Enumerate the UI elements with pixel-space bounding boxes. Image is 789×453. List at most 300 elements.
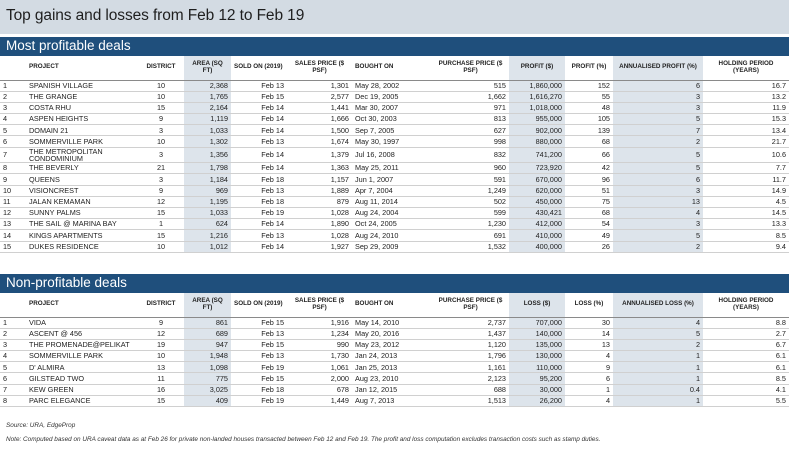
table-cell: 1,948 [184, 351, 231, 362]
table-cell: 6 [613, 80, 703, 91]
table-cell: Feb 19 [231, 362, 287, 373]
column-header: SOLD ON (2019) [231, 293, 287, 317]
table-cell: JALAN KEMAMAN [26, 196, 138, 207]
table-cell: 2,164 [184, 102, 231, 113]
table-cell: 1,662 [432, 91, 509, 102]
table-cell: Jan 25, 2013 [352, 362, 432, 373]
table-cell: KEW GREEN [26, 384, 138, 395]
table-cell: 3 [0, 102, 26, 113]
table-cell: 6 [0, 136, 26, 147]
column-header [0, 293, 26, 317]
table-cell: Feb 14 [231, 114, 287, 125]
table-cell: VISIONCREST [26, 185, 138, 196]
table-cell: 1,302 [184, 136, 231, 147]
table-cell: 139 [565, 125, 613, 136]
table-cell: 775 [184, 373, 231, 384]
table-cell: 412,000 [509, 219, 565, 230]
table-cell: 1,437 [432, 328, 509, 339]
table-cell: 861 [184, 317, 231, 328]
table-cell: 16.7 [703, 80, 789, 91]
table-cell: 400,000 [509, 241, 565, 252]
table-cell: 9 [0, 174, 26, 185]
table-cell: 14.9 [703, 185, 789, 196]
table-cell: 1,119 [184, 114, 231, 125]
table-cell: 105 [565, 114, 613, 125]
table-cell: SOMMERVILLE PARK [26, 136, 138, 147]
table-cell: 2,368 [184, 80, 231, 91]
column-header: AREA (SQ FT) [184, 293, 231, 317]
table-cell: 13.2 [703, 91, 789, 102]
table-cell: 68 [565, 207, 613, 218]
table-cell: 135,000 [509, 339, 565, 350]
table-cell: 1,033 [184, 207, 231, 218]
table-cell: 4 [565, 351, 613, 362]
table-cell: 1,449 [287, 395, 352, 406]
table-cell: 26,200 [509, 395, 565, 406]
table-cell: 7 [0, 384, 26, 395]
table-cell: 1,730 [287, 351, 352, 362]
table-cell: 5 [613, 147, 703, 163]
table-cell: May 14, 2010 [352, 317, 432, 328]
table-cell: 26 [565, 241, 613, 252]
table-cell: 1,666 [287, 114, 352, 125]
table-cell: 3 [613, 91, 703, 102]
table-cell: 998 [432, 136, 509, 147]
table-cell: 1,356 [184, 147, 231, 163]
table-row [0, 362, 789, 373]
table-cell: VIDA [26, 317, 138, 328]
table-cell: 9 [138, 317, 184, 328]
table-cell: 13 [565, 339, 613, 350]
table-cell: 13 [613, 196, 703, 207]
table-cell: 130,000 [509, 351, 565, 362]
column-header: SALES PRICE ($ PSF) [287, 56, 352, 80]
table-cell: 1,157 [287, 174, 352, 185]
table-cell: 2 [613, 339, 703, 350]
table-cell: 3,025 [184, 384, 231, 395]
table-cell: 7 [0, 147, 26, 163]
table-cell: 152 [565, 80, 613, 91]
table-cell: 13.3 [703, 219, 789, 230]
table-cell: 2 [0, 91, 26, 102]
table-cell: 3 [0, 339, 26, 350]
table-cell: 832 [432, 147, 509, 163]
table-cell: 723,920 [509, 163, 565, 174]
column-header: PROFIT (%) [565, 56, 613, 80]
table-cell: 1,234 [287, 328, 352, 339]
table-cell: 3 [613, 185, 703, 196]
nonprofitable-section-header [0, 274, 789, 293]
table-cell: 5 [613, 230, 703, 241]
table-cell: 6 [565, 373, 613, 384]
table-cell: Feb 13 [231, 80, 287, 91]
column-header: HOLDING PERIOD (YEARS) [703, 56, 789, 80]
table-cell: 16 [138, 384, 184, 395]
table-cell: 1,249 [432, 185, 509, 196]
table-cell: 1,195 [184, 196, 231, 207]
table-row [0, 163, 789, 174]
table-cell: Dec 19, 2005 [352, 91, 432, 102]
table-cell: 66 [565, 147, 613, 163]
table-cell: 450,000 [509, 196, 565, 207]
table-cell: Feb 13 [231, 185, 287, 196]
table-cell: Feb 19 [231, 207, 287, 218]
table-cell: Feb 15 [231, 91, 287, 102]
table-cell: Aug 7, 2013 [352, 395, 432, 406]
table-cell: ASCENT @ 456 [26, 328, 138, 339]
table-cell: Feb 13 [231, 328, 287, 339]
table-cell: 1,890 [287, 219, 352, 230]
table-cell: 1,532 [432, 241, 509, 252]
table-cell: DUKES RESIDENCE [26, 241, 138, 252]
table-cell: 110,000 [509, 362, 565, 373]
table-cell: 3 [138, 174, 184, 185]
table-cell: 10 [138, 351, 184, 362]
table-cell: THE GRANGE [26, 91, 138, 102]
table-cell: 1,379 [287, 147, 352, 163]
table-cell: 1,033 [184, 125, 231, 136]
table-cell: 6 [613, 174, 703, 185]
table-cell: 1,216 [184, 230, 231, 241]
table-cell: 1,230 [432, 219, 509, 230]
table-cell: 19 [138, 339, 184, 350]
table-cell: Jan 24, 2013 [352, 351, 432, 362]
table-row [0, 395, 789, 406]
table-cell: 1,028 [287, 230, 352, 241]
table-cell: ASPEN HEIGHTS [26, 114, 138, 125]
table-cell: 6.1 [703, 351, 789, 362]
column-header: AREA (SQ FT) [184, 56, 231, 80]
table-cell: 15 [138, 207, 184, 218]
table-cell: 741,200 [509, 147, 565, 163]
table-cell: 1,301 [287, 80, 352, 91]
table-cell: 1,860,000 [509, 80, 565, 91]
table-cell: 8 [0, 163, 26, 174]
table-row [0, 351, 789, 362]
table-cell: 42 [565, 163, 613, 174]
table-cell: Feb 13 [231, 136, 287, 147]
source-note: Source: URA, EdgeProp [6, 422, 76, 429]
table-cell: 1 [0, 317, 26, 328]
table-cell: DOMAIN 21 [26, 125, 138, 136]
table-cell: 75 [565, 196, 613, 207]
table-cell: 5 [0, 125, 26, 136]
table-cell: 1,161 [432, 362, 509, 373]
table-cell: 6.7 [703, 339, 789, 350]
nonprofitable-deals-table [0, 293, 789, 407]
table-row [0, 102, 789, 113]
table-cell: KINGS APARTMENTS [26, 230, 138, 241]
column-header: PURCHASE PRICE ($ PSF) [432, 56, 509, 80]
table-row [0, 147, 789, 163]
table-cell: Feb 13 [231, 230, 287, 241]
table-row [0, 125, 789, 136]
table-row [0, 91, 789, 102]
table-row [0, 174, 789, 185]
table-cell: 627 [432, 125, 509, 136]
table-cell: 678 [287, 384, 352, 395]
table-cell: 624 [184, 219, 231, 230]
table-cell: 9 [138, 185, 184, 196]
table-cell: THE PROMENADE@PELIKAT [26, 339, 138, 350]
table-cell: 4 [0, 114, 26, 125]
table-cell: 1,500 [287, 125, 352, 136]
table-cell: 1,765 [184, 91, 231, 102]
table-cell: 502 [432, 196, 509, 207]
table-row [0, 241, 789, 252]
table-cell: 1 [0, 80, 26, 91]
table-cell: 707,000 [509, 317, 565, 328]
table-cell: 6 [0, 373, 26, 384]
table-cell: 5 [0, 362, 26, 373]
table-cell: 813 [432, 114, 509, 125]
table-cell: 880,000 [509, 136, 565, 147]
table-cell: 1 [565, 384, 613, 395]
column-header: LOSS ($) [509, 293, 565, 317]
table-cell: 691 [432, 230, 509, 241]
table-cell: Feb 14 [231, 102, 287, 113]
column-header: DISTRICT [138, 293, 184, 317]
table-cell: 11.7 [703, 174, 789, 185]
table-cell: 13.4 [703, 125, 789, 136]
table-cell: Feb 14 [231, 163, 287, 174]
table-cell: 10 [138, 136, 184, 147]
table-cell: Feb 14 [231, 241, 287, 252]
table-row [0, 317, 789, 328]
table-cell: 21 [138, 163, 184, 174]
table-cell: 960 [432, 163, 509, 174]
table-cell: 1 [613, 362, 703, 373]
table-cell: May 23, 2012 [352, 339, 432, 350]
table-cell: Mar 30, 2007 [352, 102, 432, 113]
column-header: DISTRICT [138, 56, 184, 80]
table-cell: 48 [565, 102, 613, 113]
table-cell: 15 [138, 230, 184, 241]
table-cell: 140,000 [509, 328, 565, 339]
table-cell: Aug 23, 2010 [352, 373, 432, 384]
table-cell: 11 [138, 373, 184, 384]
table-cell: 902,000 [509, 125, 565, 136]
table-cell: 1,674 [287, 136, 352, 147]
table-cell: May 20, 2016 [352, 328, 432, 339]
table-cell: 11 [0, 196, 26, 207]
nonprofitable-section-title: Non-profitable deals [6, 275, 127, 290]
table-cell: 1,927 [287, 241, 352, 252]
table-cell: 1,513 [432, 395, 509, 406]
table-cell: 3 [613, 219, 703, 230]
table-cell: 5 [613, 114, 703, 125]
table-cell: 990 [287, 339, 352, 350]
table-cell: 2 [0, 328, 26, 339]
table-cell: Jan 12, 2015 [352, 384, 432, 395]
table-cell: 10.6 [703, 147, 789, 163]
table-cell: 1,889 [287, 185, 352, 196]
table-cell: 3 [138, 125, 184, 136]
table-cell: Feb 19 [231, 395, 287, 406]
table-cell: 15 [0, 241, 26, 252]
table-cell: 10 [138, 91, 184, 102]
table-cell: 95,200 [509, 373, 565, 384]
table-row [0, 328, 789, 339]
table-cell: 0.4 [613, 384, 703, 395]
profitable-section-title: Most profitable deals [6, 38, 131, 53]
profitable-section-header [0, 37, 789, 56]
table-cell: 947 [184, 339, 231, 350]
table-cell: 1,363 [287, 163, 352, 174]
table-cell: 1 [613, 373, 703, 384]
table-cell: Feb 18 [231, 384, 287, 395]
table-cell: 8.8 [703, 317, 789, 328]
table-cell: 1,061 [287, 362, 352, 373]
column-header [0, 56, 26, 80]
table-cell: 21.7 [703, 136, 789, 147]
table-cell: Sep 7, 2005 [352, 125, 432, 136]
table-cell: 1,098 [184, 362, 231, 373]
table-cell: 955,000 [509, 114, 565, 125]
table-cell: 1,028 [287, 207, 352, 218]
column-header: PROFIT ($) [509, 56, 565, 80]
table-cell: THE METROPOLITAN CONDOMINIUM [26, 147, 138, 163]
table-cell: 14 [0, 230, 26, 241]
table-cell: 1,441 [287, 102, 352, 113]
table-cell: 2,123 [432, 373, 509, 384]
table-cell: 49 [565, 230, 613, 241]
table-row [0, 373, 789, 384]
column-header: PROJECT [26, 293, 138, 317]
table-cell: 1,796 [432, 351, 509, 362]
table-cell: 4 [565, 395, 613, 406]
table-cell: 2 [613, 241, 703, 252]
table-row [0, 207, 789, 218]
table-row [0, 80, 789, 91]
column-header: ANNUALISED PROFIT (%) [613, 56, 703, 80]
table-cell: 68 [565, 136, 613, 147]
page-title: Top gains and losses from Feb 12 to Feb 19 [6, 7, 305, 24]
table-cell: COSTA RHU [26, 102, 138, 113]
table-cell: SOMMERVILLE PARK [26, 351, 138, 362]
table-cell: 9 [565, 362, 613, 373]
table-cell: 1,184 [184, 174, 231, 185]
table-cell: THE BEVERLY [26, 163, 138, 174]
table-cell: 5 [613, 328, 703, 339]
table-cell: 1 [613, 351, 703, 362]
column-header: ANNUALISED LOSS (%) [613, 293, 703, 317]
table-cell: 15 [138, 395, 184, 406]
column-header: HOLDING PERIOD (YEARS) [703, 293, 789, 317]
table-cell: 10 [0, 185, 26, 196]
table-cell: D' ALMIRA [26, 362, 138, 373]
table-cell: 8.5 [703, 373, 789, 384]
table-cell: 9 [138, 114, 184, 125]
table-cell: Feb 15 [231, 339, 287, 350]
table-row [0, 230, 789, 241]
table-cell: 30,000 [509, 384, 565, 395]
table-row [0, 196, 789, 207]
table-cell: Feb 18 [231, 174, 287, 185]
table-cell: 5 [613, 163, 703, 174]
table-cell: 2,000 [287, 373, 352, 384]
table-cell: 12 [138, 328, 184, 339]
table-row [0, 219, 789, 230]
table-cell: 3 [138, 147, 184, 163]
table-cell: 620,000 [509, 185, 565, 196]
profitable-deals-table [0, 56, 789, 253]
table-cell: Oct 30, 2003 [352, 114, 432, 125]
table-cell: Aug 11, 2014 [352, 196, 432, 207]
table-cell: THE SAIL @ MARINA BAY [26, 219, 138, 230]
table-cell: 54 [565, 219, 613, 230]
table-cell: 515 [432, 80, 509, 91]
table-cell: 430,421 [509, 207, 565, 218]
table-cell: Aug 24, 2010 [352, 230, 432, 241]
table-cell: 1,120 [432, 339, 509, 350]
table-cell: May 28, 2002 [352, 80, 432, 91]
table-cell: 10 [138, 80, 184, 91]
column-header: LOSS (%) [565, 293, 613, 317]
table-cell: 670,000 [509, 174, 565, 185]
table-cell: May 25, 2011 [352, 163, 432, 174]
table-cell: 4 [613, 207, 703, 218]
table-cell: 2,737 [432, 317, 509, 328]
table-cell: 7.7 [703, 163, 789, 174]
table-row [0, 384, 789, 395]
table-cell: 409 [184, 395, 231, 406]
table-cell: 14 [565, 328, 613, 339]
column-header: SALES PRICE ($ PSF) [287, 293, 352, 317]
table-cell: 12 [0, 207, 26, 218]
table-cell: GILSTEAD TWO [26, 373, 138, 384]
profitable-header-row [0, 56, 789, 80]
table-cell: 51 [565, 185, 613, 196]
table-cell: Feb 14 [231, 219, 287, 230]
table-cell: 2.7 [703, 328, 789, 339]
table-cell: QUEENS [26, 174, 138, 185]
table-cell: Feb 15 [231, 317, 287, 328]
table-cell: 14.5 [703, 207, 789, 218]
table-row [0, 114, 789, 125]
table-cell: 969 [184, 185, 231, 196]
table-cell: 2 [613, 136, 703, 147]
column-header: PROJECT [26, 56, 138, 80]
table-cell: 4.1 [703, 384, 789, 395]
table-cell: 688 [432, 384, 509, 395]
table-cell: Apr 7, 2004 [352, 185, 432, 196]
table-cell: SUNNY PALMS [26, 207, 138, 218]
table-row [0, 185, 789, 196]
table-cell: Feb 14 [231, 125, 287, 136]
table-cell: 7 [613, 125, 703, 136]
table-cell: Jul 16, 2008 [352, 147, 432, 163]
table-cell: 15.3 [703, 114, 789, 125]
table-cell: Jun 1, 2007 [352, 174, 432, 185]
column-header: PURCHASE PRICE ($ PSF) [432, 293, 509, 317]
table-cell: 5.5 [703, 395, 789, 406]
table-cell: 10 [138, 241, 184, 252]
table-cell: 55 [565, 91, 613, 102]
table-cell: 1,018,000 [509, 102, 565, 113]
table-cell: 1 [138, 219, 184, 230]
table-cell: 4 [0, 351, 26, 362]
nonprofitable-header-row [0, 293, 789, 317]
table-cell: 1,012 [184, 241, 231, 252]
table-cell: 971 [432, 102, 509, 113]
title-bar [0, 0, 789, 34]
table-cell: 12 [138, 196, 184, 207]
table-cell: 410,000 [509, 230, 565, 241]
table-cell: 1,616,270 [509, 91, 565, 102]
column-header: BOUGHT ON [352, 293, 432, 317]
table-cell: 30 [565, 317, 613, 328]
